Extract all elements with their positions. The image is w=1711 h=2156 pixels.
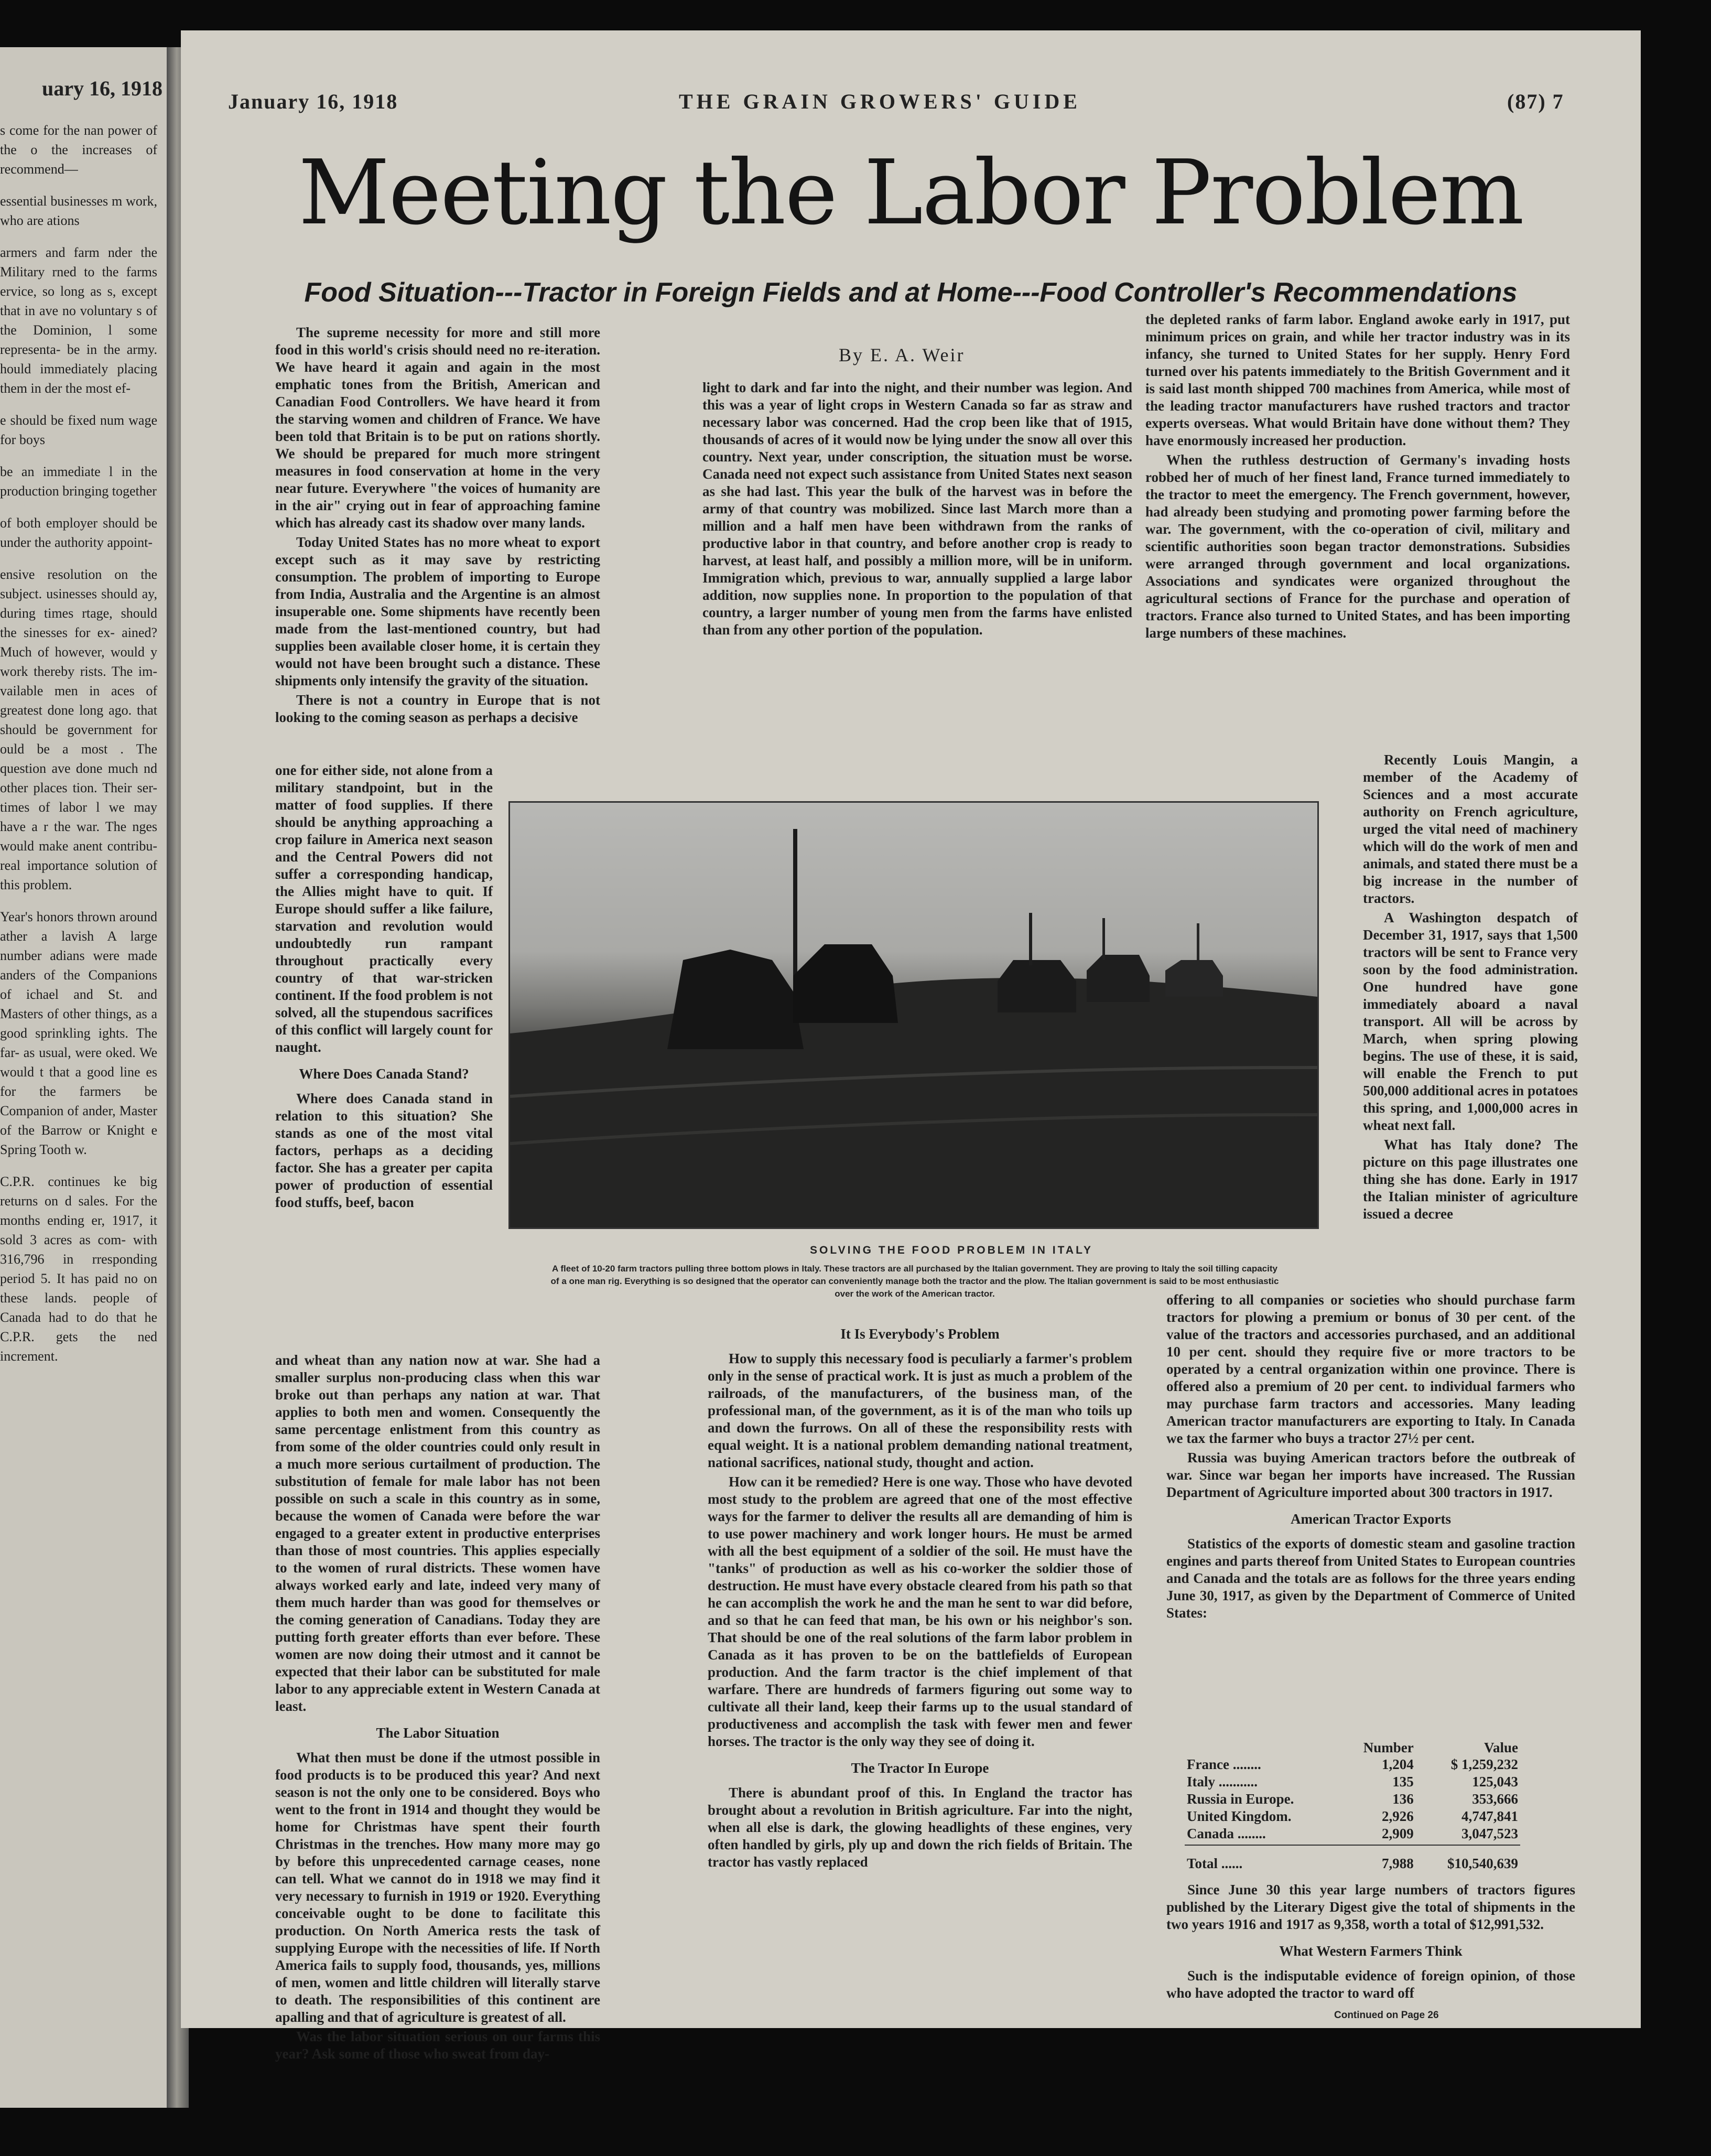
paragraph: and wheat than any nation now at war. She had a smaller surplus non-producing class when this war broke out than perhaps any nation at war. That applies to both men and women. Consequently the same percentage enlistment from this country as from some of the older countries could only result in a much more serious curtailment of production. The substitution of female for male labor has not been possible on such a scale in this country as in some, because the women of Canada were before the war engaged to a greater extent in productive enterprises than those of most countries. This applies especially to the women of rural districts. These women have always worked early and late, indeed very many of them much harder than was good for themselves or the coming generation of Canadians. Today they are putting forth greater efforts than ever before. These women are now doing their utmost and it cannot be expected that their labor can be substituted for male labor to any appreciable extent in Western Canada at least. (275, 1352, 600, 1714)
article-subtitle: Food Situation---Tractor in Foreign Fields and at Home---Food Controller's Recommendations (304, 277, 1518, 308)
tractor-fleet-image (510, 803, 1317, 1227)
total-label: Total ...... (1187, 1856, 1243, 1871)
paragraph: Recently Louis Mangin, a member of the Academy of Sciences and a most accurate authority on French agriculture, urged the vital need of machinery which will do the work of men and animals, and stated there must be a big increase in the number of tractors. (1363, 752, 1578, 906)
table-row (1185, 1808, 1520, 1825)
section-heading: Where Does Canada Stand? (299, 1066, 469, 1082)
issue-date: January 16, 1918 (228, 90, 398, 113)
column-2-top (702, 379, 1132, 639)
article-title: Meeting the Labor Problem (298, 141, 1523, 245)
facing-page-paragraph: ensive resolution on the subject. usinesses should ay, during times rtage, should the sinesses for ex- ained? Much of however, would y work thereby rists. The im- vailable men in aces of greatest done long ago. that should be government for ould be a most . The question ave done much nd other places tion. Their ser- times of labor l we may have a r the war. The nges would make anent contribu- real importance solution of this problem. (0, 567, 157, 892)
table-header-row (1185, 1740, 1520, 1756)
table-header-cell: Number (1363, 1740, 1414, 1755)
paragraph: Such is the indisputable evidence of foreign opinion, of those who have adopted the tractor to ward off (1166, 1968, 1575, 2001)
facing-page (0, 47, 173, 2108)
paragraph: Was the labor situation serious on our farms this year? Ask some of those who sweat from day- (275, 2029, 600, 2062)
value-cell: 3,047,523 (1461, 1826, 1518, 1841)
tractor-exports-table (1185, 1740, 1520, 1872)
value-cell: 125,043 (1472, 1774, 1518, 1790)
paragraph: How can it be remedied? Here is one way. Those who have devoted most study to the problem are agreed that one of the most effective ways for the farmer to deliver the results all are demanding of him is to use power machinery and work longer hours. He must be armed with all the best equipment of a soldier of the soil. He must have the "tanks" of production as well as his co-worker the soldier those of destruction. He must have every obstacle cleared from his path so that he can accomplish the work he and the man he sent to war did before, and so that he can feed that man, be his own or his neighbor's son. That should be one of the real solutions of the farm labor problem in Canada as it has proven to be on the battlefields of European production. And the farm tractor is the chief implement of that warfare. There are hundreds of farmers figuring out some way to cultivate all their land, keep their farms up to the usual standard of productiveness and accomplish the task with fewer men and fewer horses. The tractor is the only way they see of doing it. (708, 1474, 1132, 1749)
total-number: 7,988 (1382, 1856, 1414, 1871)
facing-page-paragraph: Year's honors thrown around ather a lavish A large number adians were made anders of the Companions of ichael and St. and Masters of other things, as a good sprinkling ights. The far- as usual, were oked. We would t that a good line es for the farmers be Companion of ander, Master of the Barrow or Knight e Spring Tooth w. (0, 909, 157, 1157)
value-cell: 353,666 (1472, 1791, 1518, 1807)
total-value: $10,540,639 (1447, 1856, 1518, 1871)
section-heading: It Is Everybody's Problem (840, 1326, 1000, 1342)
country-cell: Italy ........... (1187, 1774, 1258, 1790)
column-1-bottom (275, 1352, 600, 2063)
paragraph: Statistics of the exports of domestic steam and gasoline traction engines and parts thereof from United States to European countries and Canada and the totals are as follows for the three years ending June 30, 1917, as given by the Department of Commerce of United States: (1166, 1536, 1575, 1621)
continued-note: Continued on Page 26 (1334, 2010, 1439, 2021)
table-row (1185, 1773, 1520, 1791)
column-1-top (275, 324, 600, 726)
number-cell: 1,204 (1382, 1756, 1414, 1772)
facing-page-column (0, 121, 157, 1378)
paragraph: When the ruthless destruction of Germany's invading hosts robbed her of much of her finest land, France turned immediately to the tractor to meet the emergency. The French government, however, had already been studying and promoting power farming before the war. The government, with the co-operation of civil, military and scientific authorities soon began tractor demonstrations. Subsidies were arranged through government and local organizations. Associations and syndicates were organized throughout the agricultural sections of France for the purchase and operation of tractors. France also turned to United States, and has been importing large numbers of these machines. (1145, 452, 1570, 641)
photo-caption: A fleet of 10-20 farm tractors pulling three bottom plows in Italy. These tractors are all purchased by the Italian government. They are proving to Italy the soil tilling capacity of a one man rig. Everything is so designed that the operator can conveniently manage both the tractor and the plow. The Italian government is said to be most enthusiastic over the work of the American tractor. (550, 1264, 1279, 1299)
paragraph: There is not a country in Europe that is not looking to the coming season as perhaps a decisive (275, 692, 600, 725)
table-header-cell (1185, 1740, 1340, 1756)
paragraph: Today United States has no more wheat to export except such as it may save by restricting consumption. The problem of importing to Europe from India, Australia and the Argentine is an almost insuperable one. Some shipments have recently been made from the last-mentioned country, but had supplies been available closer home, it is certain they would not have been brought such a distance. These shipments only intensify the gravity of the situation. (275, 534, 600, 688)
column-3-end (1166, 1881, 1575, 2002)
table-total-row (1185, 1845, 1520, 1872)
page-number: (87) 7 (1507, 90, 1564, 113)
paragraph: one for either side, not alone from a military standpoint, but in the matter of food supplies. If there should be anything approaching a crop failure in America next season and the Central Powers did not suffer a corresponding handicap, the Allies might have to quit. If Europe should suffer a like failure, starvation and revolution would undoubtedly run rampant throughout practically every country of that war-stricken continent. If the food problem is not solved, all the stupendous sacrifices of this conflict will largely count for naught. (275, 762, 493, 1055)
section-heading: What Western Farmers Think (1279, 1943, 1463, 1959)
table-row (1185, 1825, 1520, 1842)
tractor-photo (508, 801, 1319, 1229)
facing-page-paragraph: armers and farm nder the Military rned to the farms ervice, so long as s, except that in ave no voluntary s of the Dominion, l some representa- be in the army. hould immediately placing them in der the most ef- (0, 245, 157, 396)
photo-caption-title: SOLVING THE FOOD PROBLEM IN ITALY (810, 1244, 1093, 1256)
column-3-bottom (1166, 1291, 1575, 1622)
paragraph: A Washington despatch of December 31, 1917, says that 1,500 tractors will be sent to France very soon by the food administration. One hundred have gone immediately aboard a naval transport. All will be across by March, when spring plowing begins. The use of these, it is said, will enable the French to put 500,000 additional acres in potatoes this spring, and 1,000,000 acres in wheat next fall. (1363, 910, 1578, 1133)
number-cell: 2,909 (1382, 1826, 1414, 1841)
paragraph: Since June 30 this year large numbers of tractors figures published by the Literary Digest give the total of shipments in the two years 1916 and 1917 as 9,358, worth a total of $12,991,532. (1166, 1882, 1575, 1932)
value-cell: 4,747,841 (1461, 1808, 1518, 1824)
paragraph: the depleted ranks of farm labor. England awoke early in 1917, put minimum prices on grain, and while her tractor industry was in its infancy, she turned to United States for her supply. Henry Ford turned over his patents immediately to the British Government and it is said last month shipped 700 machines from America, while most of the leading tractor manufacturers have rushed tractors and tractor experts overseas. What would Britain have done without them? They have enormously increased her production. (1145, 311, 1570, 448)
facing-page-paragraph: of both employer should be under the authority appoint- (0, 515, 157, 550)
value-cell: $ 1,259,232 (1450, 1756, 1518, 1772)
country-cell: Russia in Europe. (1187, 1791, 1294, 1807)
section-heading: The Tractor In Europe (851, 1760, 989, 1776)
column-3-top (1145, 311, 1570, 642)
facing-page-header: uary 16, 1918 (42, 77, 163, 100)
paragraph: offering to all companies or societies who should purchase farm tractors for plowing a premium or bonus of 30 per cent. of the value of the tractors and accessories purchased, and an additional 10 per cent. should they require five or more tractors to be operated by a central organization within one province. There is offered also a premium of 20 per cent. to individual farmers who may purchase farm tractors and accessories. Many leading American tractor manufacturers are exporting to Italy. In Canada we tax the farmer who buys a tractor 27½ per cent. (1166, 1292, 1575, 1446)
country-cell: United Kingdom. (1187, 1808, 1292, 1824)
paragraph: Russia was buying American tractors before the outbreak of war. Since war began her imports have increased. The Russian Department of Agriculture imported about 300 tractors in 1917. (1166, 1450, 1575, 1500)
facing-page-paragraph: essential businesses m work, who are ations (0, 193, 157, 228)
facing-page-paragraph: be an immediate l in the production bringing together (0, 464, 157, 499)
publication-name: THE GRAIN GROWERS' GUIDE (679, 90, 1081, 113)
column-1-narrow (275, 762, 493, 1211)
paragraph: The supreme necessity for more and still more food in this world's crisis should need no re-iteration. We have heard it again and again in the most emphatic tones from the British, American and Canadian Food Controllers. We have heard it from the starving women and children of France. We have been told that Britain is to be put on rations shortly. We should be prepared for much more stringent measures in food conservation at home in the very near future. Everywhere "the voices of humanity are in the air" crying out in fear of approaching famine which has already cast its shadow over many lands. (275, 325, 600, 531)
paragraph: There is abundant proof of this. In England the tractor has brought about a revolution in British agriculture. Far into the night, when all else is dark, the glowing headlights of these engines, very often handled by girls, ply up and down the rich fields of Britain. The tractor has vastly replaced (708, 1785, 1132, 1870)
paragraph: Where does Canada stand in relation to this situation? She stands as one of the most vital factors, perhaps as a deciding factor. She has a greater per capita power of production of essential food stuffs, beef, bacon (275, 1091, 493, 1210)
facing-page-paragraph: s come for the nan power of the o the increases of recommend— (0, 123, 157, 177)
paragraph: What then must be done if the utmost possible in food products is to be produced this year? And next season is not the only one to be considered. Boys who went to the front in 1914 and thought they would be home for Christmas have spent their fourth Christmas in the trenches. How many more may go by before this unprecedented carnage ceases, none can tell. What we cannot do in 1918 we may find it very necessary to furnish in 1919 or 1920. Everything conceivable ought to be done to facilitate this production. On North America rests the task of supplying Europe with the necessities of life. If North America fails to supply food, thousands, yes, millions of men, women and little children will literally starve to death. The responsibilities of this continent are apalling and that of agriculture is greatest of all. (275, 1750, 600, 2025)
country-cell: Canada ........ (1187, 1826, 1266, 1841)
section-heading: The Labor Situation (376, 1725, 500, 1741)
newspaper-page (181, 30, 1641, 2062)
number-cell: 135 (1392, 1774, 1414, 1790)
facing-page-paragraph: C.P.R. continues ke big returns on d sales. For the months ending er, 1917, it sold 3 acres as com- with 316,796 in rresponding period 5. It has paid no on these lands. people of Canada had to do that he C.P.R. gets the ned increment. (0, 1174, 157, 1364)
column-2-bottom (708, 1325, 1132, 1871)
paragraph: How to supply this necessary food is peculiarly a farmer's problem only in the sense of practical work. It is just as much a problem of the railroads, of the manufacturers, of the business man, of the professional man, of the government, as it is of the man who toils up and down the furrows. On all of these the responsibility rests with equal weight. It is a national problem demanding national treatment, national sacrifices, national study, thought and action. (708, 1351, 1132, 1470)
table-header-cell: Value (1483, 1740, 1518, 1755)
country-cell: France ........ (1187, 1756, 1261, 1772)
paragraph: What has Italy done? The picture on this page illustrates one thing she has done. Early in 1917 the Italian minister of agriculture issued a decree (1363, 1137, 1578, 1222)
table-row (1185, 1791, 1520, 1808)
facing-page-paragraph: e should be fixed num wage for boys (0, 413, 157, 447)
number-cell: 2,926 (1382, 1808, 1414, 1824)
table-row (1185, 1756, 1520, 1773)
byline: By E. A. Weir (839, 344, 965, 365)
number-cell: 136 (1392, 1791, 1414, 1807)
column-3-narrow (1363, 751, 1578, 1223)
paragraph: light to dark and far into the night, and their number was legion. And this was a year of light crops in Western Canada so far as straw and necessary labor was concerned. Had the crop been like that of 1915, thousands of acres of it would now be lying under the snow all over this country. Next year, under conscription, the situation must be worse. Canada need not expect such assistance from United States next season as she had last. This year the bulk of the harvest was in before the army of that country was mobilized. Since last March more than a million and a half men have been withdrawn from the ranks of productive labor in that country, and before another crop is ready to harvest, at least half, and possibly a million more, will be in uniform. Immigration which, previous to war, annually supplied a large labor addition, now supplies none. In proportion to the population of that country, a larger number of young men from the farms have enlisted than from any other portion of the population. (702, 380, 1132, 638)
section-heading: American Tractor Exports (1291, 1511, 1451, 1527)
